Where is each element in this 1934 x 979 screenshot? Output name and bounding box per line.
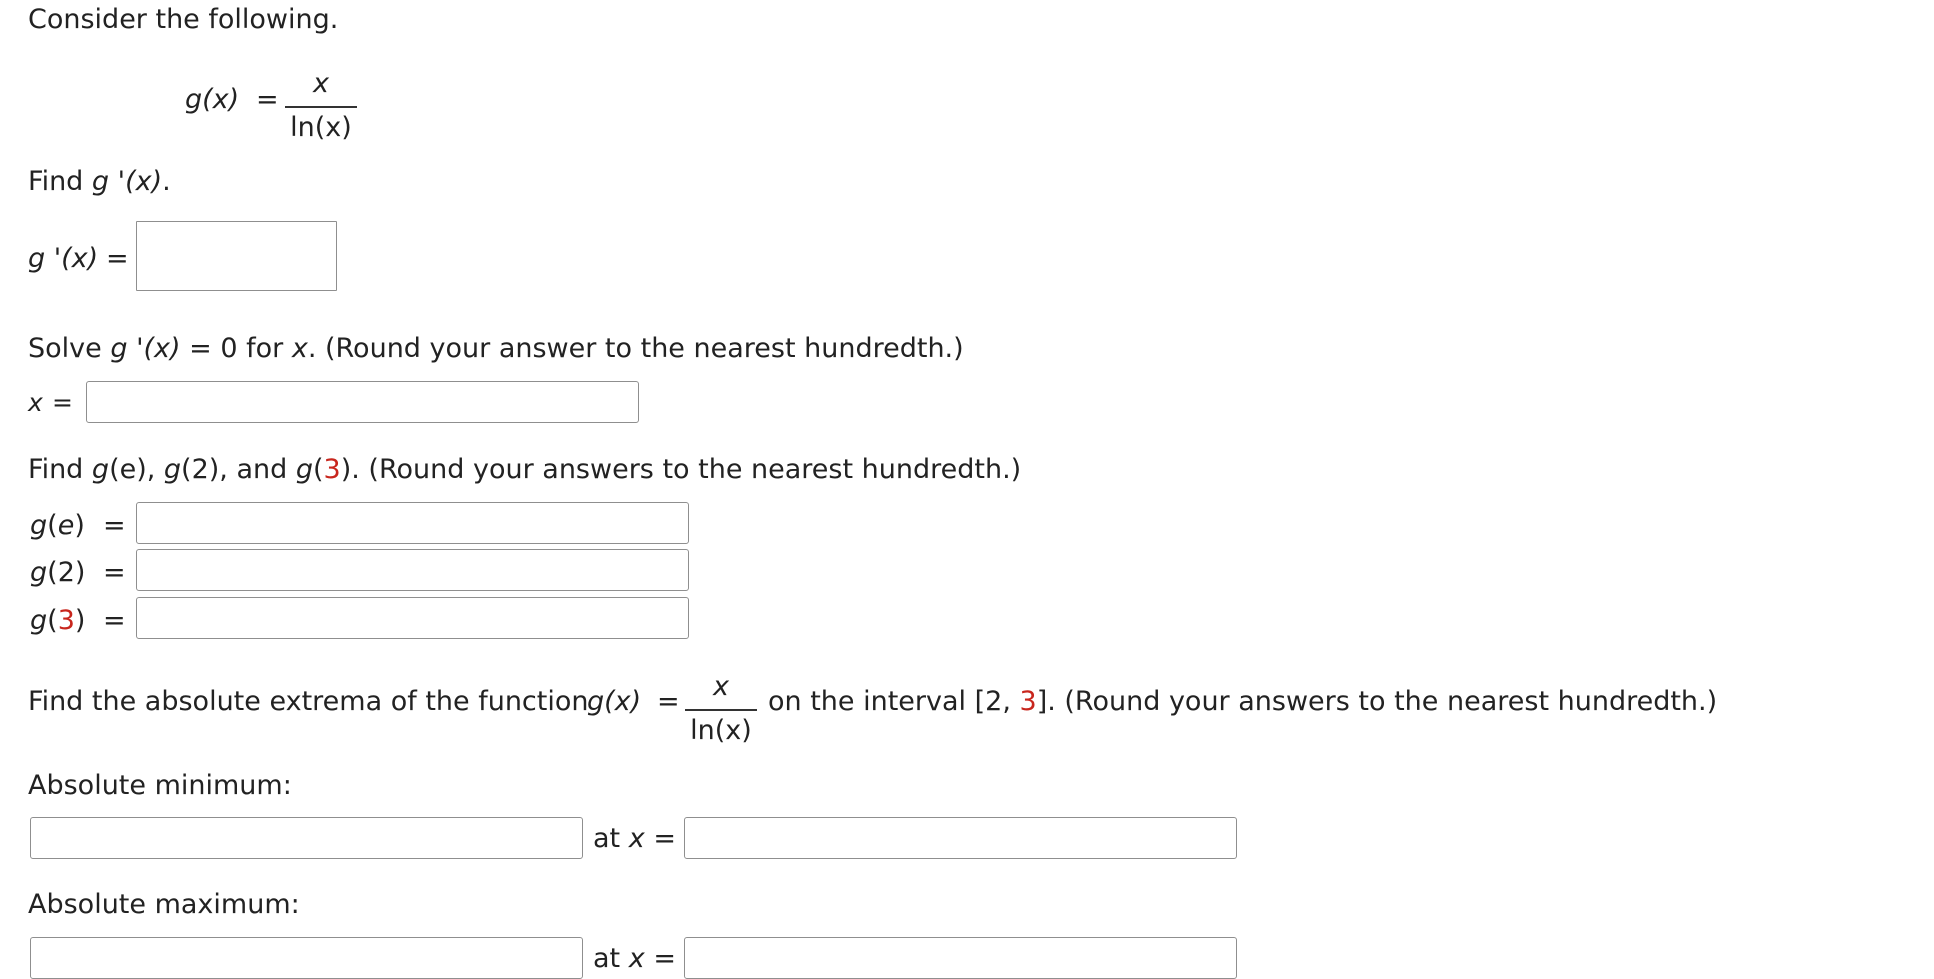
g-2-label: g(2) [30,557,86,588]
part1-answer-eq: = [106,243,129,274]
g-3-label: g(3) [30,605,86,636]
absolute-max-value-input[interactable] [30,937,583,979]
function-eq: = [256,84,279,115]
part4-eq: = [657,686,680,717]
g-2-input[interactable] [136,549,689,591]
critical-point-input[interactable] [86,381,639,423]
part2-answer-var: x [28,388,43,417]
part1-answer-label: g '(x) [28,243,99,274]
g-3-input[interactable] [136,597,689,639]
absolute-min-value-input[interactable] [30,817,583,859]
function-fraction [285,70,357,141]
absolute-max-at-label: at x = [593,943,676,974]
g-2-eq: = [103,557,126,588]
absolute-max-label: Absolute maximum: [28,889,300,920]
g-e-input[interactable] [136,502,689,544]
fraction-numerator: x [313,68,329,99]
part2-answer-eq: = [52,388,73,417]
part2-prompt: Solve g '(x) = 0 for x. (Round your answer to the nearest hundredth.) [28,333,964,364]
absolute-min-at-label: at x = [593,823,676,854]
fraction-denominator: ln(x) [290,112,352,143]
part1-prompt: Find g '(x). [28,166,171,197]
g-e-label: g(e) [30,510,85,541]
g-3-eq: = [103,605,126,636]
fraction-bar [285,106,357,108]
intro-text: Consider the following. [28,4,339,35]
absolute-max-x-input[interactable] [684,937,1237,979]
absolute-min-label: Absolute minimum: [28,770,292,801]
part4-fn: g(x) [587,686,642,717]
fraction-denominator: ln(x) [690,715,752,746]
part4-prompt-start: Find the absolute extrema of the function [28,686,589,717]
absolute-min-x-input[interactable] [684,817,1237,859]
g-e-eq: = [103,510,126,541]
part3-prompt: Find g(e), g(2), and g(3). (Round your answers to the nearest hundredth.) [28,454,1022,485]
function-lhs: g(x) [185,84,240,115]
fraction-numerator: x [713,671,729,702]
derivative-answer-input[interactable] [136,221,337,291]
part4-interval: on the interval [2, 3]. (Round your answers to the nearest hundredth.) [768,686,1718,717]
fraction-bar [685,709,757,711]
part4-fraction [685,673,757,744]
